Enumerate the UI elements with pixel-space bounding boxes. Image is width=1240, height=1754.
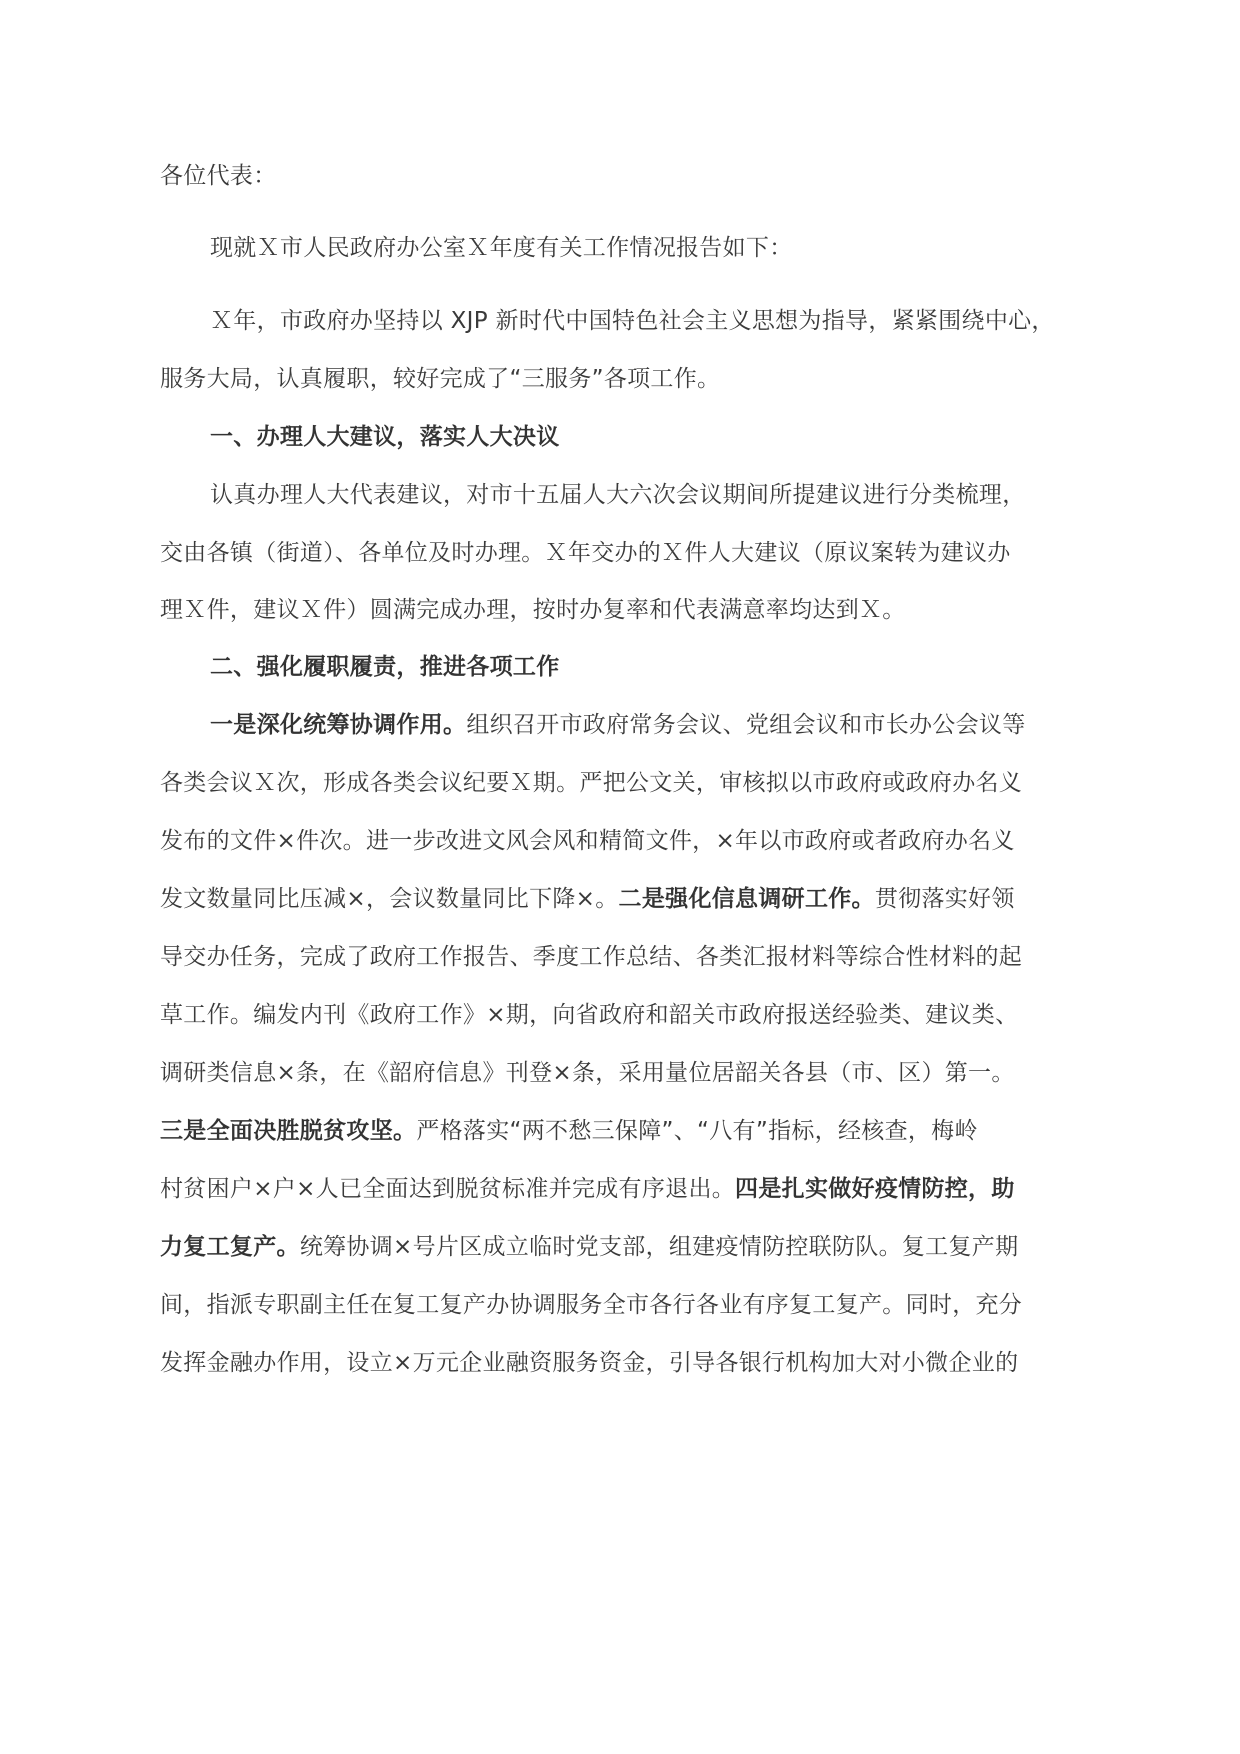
para3-line2: 各类会议Ｘ次，形成各类会议纪要Ｘ期。严把公文关，审核拟以市政府或政府办名义 — [160, 770, 1023, 796]
para2-line2: 交由各镇（街道）、各单位及时办理。Ｘ年交办的Ｘ件人大建议（原议案转为建议办 — [160, 540, 1011, 566]
key-point-3: 三是全面决胜脱贫攻坚。 — [160, 1118, 417, 1144]
salutation: 各位代表： — [160, 163, 277, 189]
para3-line5: 导交办任务，完成了政府工作报告、季度工作总结、各类汇报材料等综合性材料的起 — [160, 944, 1023, 970]
para3-line10 — [160, 1231, 1018, 1263]
para3-line8-text: 严格落实“两不愁三保障”、“八有”指标，经核查，梅岭 — [416, 1118, 978, 1144]
para2-line3: 理Ｘ件，建议Ｘ件）圆满完成办理，按时办复率和代表满意率均达到Ｘ。 — [160, 597, 906, 623]
para3-line9 — [160, 1173, 1015, 1205]
para3-line4-text2: 贯彻落实好领 — [874, 886, 1015, 912]
para3-line4-text: 发文数量同比压减×，会议数量同比下降×。 — [160, 886, 619, 912]
para2-line1: 认真办理人大代表建议，对市十五届人大六次会议期间所提建议进行分类梳理， — [210, 482, 1026, 508]
para3-line4 — [160, 883, 1015, 915]
para3-line12: 发挥金融办作用，设立×万元企业融资服务资金，引导各银行机构加大对小微企业的 — [160, 1350, 1019, 1376]
para3-line3: 发布的文件×件次。进一步改进文风会风和精简文件，×年以市政府或者政府办名义 — [160, 828, 1015, 854]
para3-line1 — [210, 709, 1026, 741]
key-point-4: 四是扎实做好疫情防控，助 — [735, 1176, 1015, 1202]
para3-line10-text: 统筹协调×号片区成立临时党支部，组建疫情防控联防队。复工复产期 — [299, 1234, 1019, 1260]
para3-line6: 草工作。编发内刊《政府工作》×期，向省政府和韶关市政府报送经验类、建议类、 — [160, 1002, 1019, 1028]
para3-line1-text: 组织召开市政府常务会议、党组会议和市长办公会议等 — [466, 712, 1026, 738]
intro-paragraph: 现就Ｘ市人民政府办公室Ｘ年度有关工作情况报告如下： — [210, 235, 793, 261]
section-heading-2: 二、强化履职履责，推进各项工作 — [210, 654, 560, 680]
para3-line8 — [160, 1115, 978, 1147]
para1-line1: Ｘ年，市政府办坚持以 XJP 新时代中国特色社会主义思想为指导，紧紧围绕中心， — [210, 308, 1055, 334]
para3-line11: 间，指派专职副主任在复工复产办协调服务全市各行各业有序复工复产。同时，充分 — [160, 1292, 1023, 1318]
key-point-1: 一是深化统筹协调作用。 — [210, 712, 467, 738]
section-heading-1: 一、办理人大建议，落实人大决议 — [210, 424, 560, 450]
para1-line2: 服务大局，认真履职，较好完成了“三服务”各项工作。 — [160, 366, 721, 392]
para3-line7: 调研类信息×条，在《韶府信息》刊登×条，采用量位居韶关各县（市、区）第一。 — [160, 1060, 1015, 1086]
key-point-4-cont: 力复工复产。 — [160, 1234, 300, 1260]
para3-line9-text: 村贫困户×户×人已全面达到脱贫标准并完成有序退出。 — [160, 1176, 736, 1202]
key-point-2: 二是强化信息调研工作。 — [618, 886, 875, 912]
